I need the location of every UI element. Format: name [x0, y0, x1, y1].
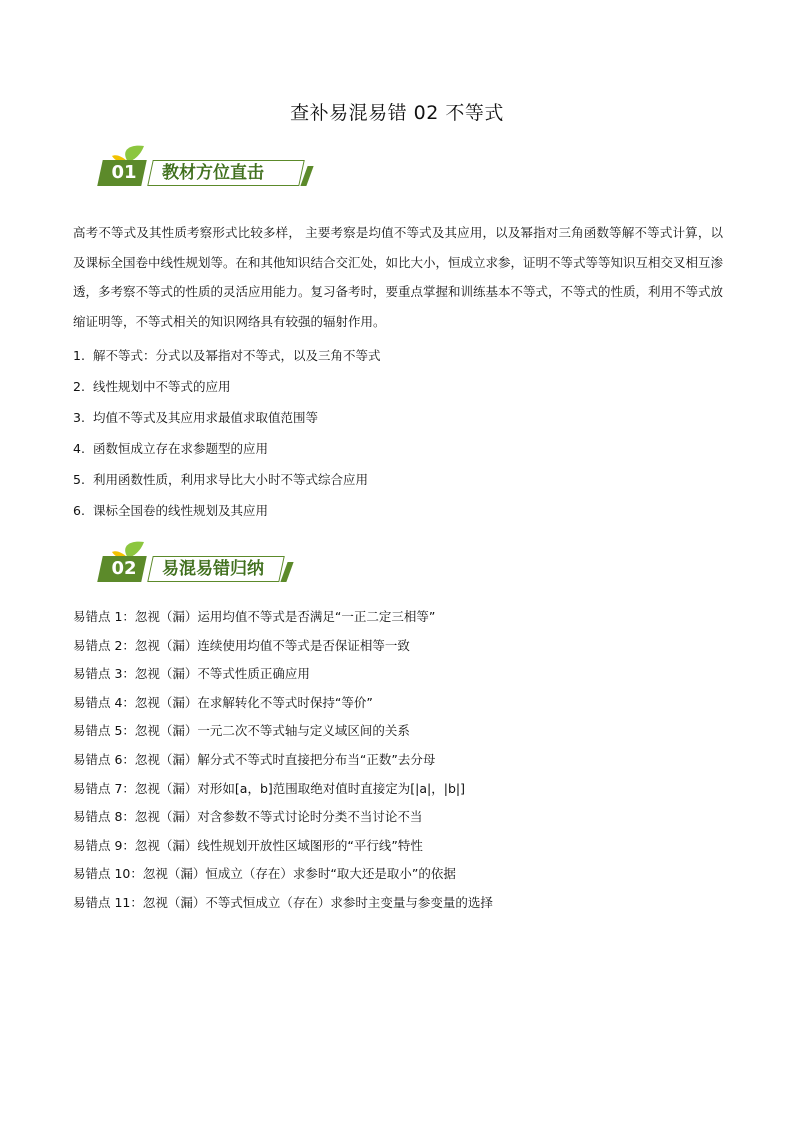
list-item: 6. 课标全国卷的线性规划及其应用: [73, 503, 269, 518]
list-item: 2. 线性规划中不等式的应用: [73, 379, 231, 394]
error-item: 易错点 5：忽视（漏）一元二次不等式轴与定义域区间的关系: [73, 723, 410, 739]
error-item: 易错点 1：忽视（漏）运用均值不等式是否满足“一正二定三相等”: [73, 609, 436, 624]
list-item: 4. 函数恒成立存在求参题型的应用: [73, 441, 269, 456]
section-header-1: [98, 144, 318, 188]
section-number: 02: [111, 558, 137, 579]
error-item: 易错点 11：忽视（漏）不等式恒成立（存在）求参时主变量与参变量的选择: [73, 894, 493, 910]
topic-list: [73, 340, 381, 526]
error-item: 易错点 8：忽视（漏）对含参数不等式讨论时分类不当讨论不当: [73, 809, 423, 825]
section-number: 01: [111, 162, 137, 183]
section-label: 教材方位直击: [162, 163, 264, 183]
section-label: 易混易错归纳: [162, 559, 264, 579]
list-item: 1. 解不等式：分式以及幂指对不等式，以及三角不等式: [73, 348, 381, 363]
error-item: 易错点 6：忽视（漏）解分式不等式时直接把分布当“正数”去分母: [73, 751, 436, 767]
document-title: 查补易混易错 02 不等式: [290, 102, 504, 124]
error-item: 易错点 10：忽视（漏）恒成立（存在）求参时“取大还是取小”的依据: [73, 866, 456, 882]
error-item: 易错点 7：忽视（漏）对形如[a，b]范围取绝对值时直接定为[|a|，|b|]: [73, 780, 465, 796]
error-list: [73, 603, 493, 918]
error-item: 易错点 4：忽视（漏）在求解转化不等式时保持“等价”: [73, 694, 373, 710]
list-item: 3. 均值不等式及其应用求最值求取值范围等: [73, 410, 319, 425]
error-item: 易错点 2：忽视（漏）连续使用均值不等式是否保证相等一致: [73, 637, 410, 653]
list-item: 5. 利用函数性质，利用求导比大小时不等式综合应用: [73, 472, 369, 487]
error-item: 易错点 9：忽视（漏）线性规划开放性区域图形的“平行线”特性: [73, 837, 423, 853]
intro-paragraph: 高考不等式及其性质考察形式比较多样， 主要考察是均值不等式及其应用，以及幂指对三角函数等解不等式计算，以及课标全国卷中线性规划等。在和其他知识结合交汇处，如比大小，恒成立求参，证明不等式等等知识互相交叉相互渗透，多考察不等式的性质的灵活应用能力。复习备考时，要重点掌握和训练基本不等式，不等式的性质，利用不等式放缩证明等，不等式相关的知识网络具有较强的辐射作用。: [73, 225, 724, 329]
section-header-2: [98, 540, 298, 584]
error-item: 易错点 3：忽视（漏）不等式性质正确应用: [73, 666, 310, 682]
